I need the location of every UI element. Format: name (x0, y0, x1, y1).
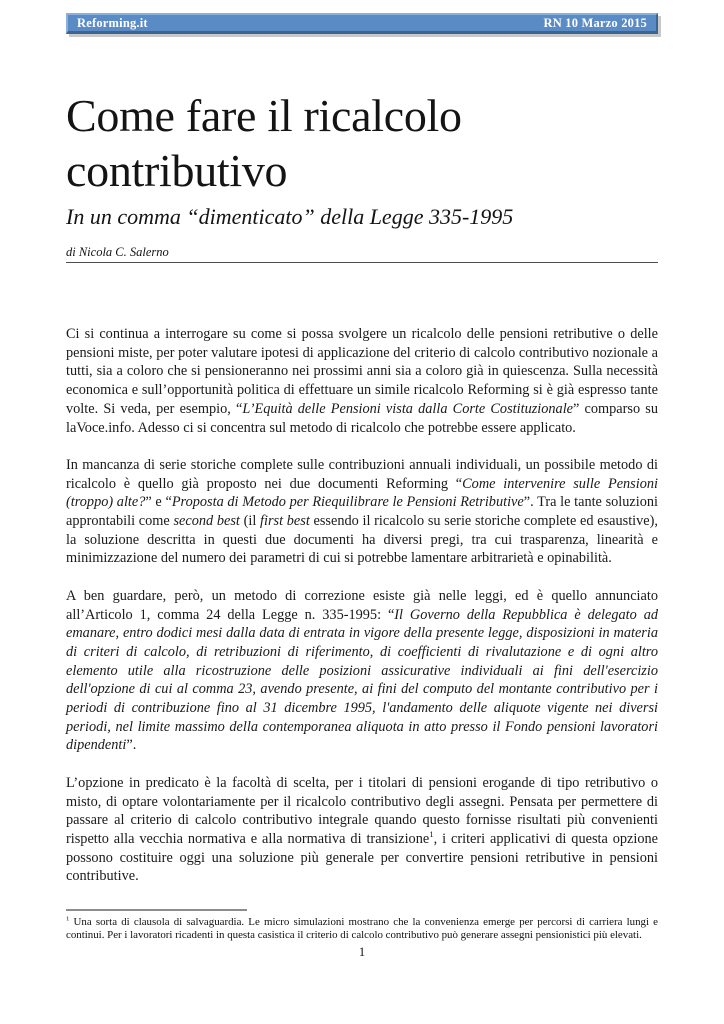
footnote-divider (66, 909, 247, 911)
page-number: 1 (358, 944, 366, 959)
header-issue-label: RN 10 Marzo 2015 (543, 15, 647, 30)
text-run: Ci si continua a interrogare su come si possa svolgere un ricalcolo delle pensioni retributive o delle pensioni miste, per poter valutare ipotesi di applicazione del criterio di calcolo contributivo nozionale a tutti, sia a coloro che si pensioneranno nei prossimi anni sia a coloro già in quiescenza. Sulla necessità economica e sull’opportunità politica di effettuare un simile ricalcolo Reforming si è già espresso tante volte. Si veda, per esempio, “ (66, 326, 658, 417)
text-run: (il (239, 513, 261, 530)
italic-run: L’Equità delle Pensioni vista dalla Corte Costituzionale (242, 400, 574, 417)
paragraph (66, 325, 658, 437)
italic-run: Il Governo della Repubblica è delegato ad emanare, entro dodici mesi dalla data di entrata in vigore della presente legge, disposizioni in materia di criteri di calcolo, di retribuzioni di riferimento, di coefficienti di rivalutazione e di ogni altro elemento utile alla ricostruzione delle posizioni assicurative individuali ai fini dell'esercizio dell'opzione di cui al comma 23, avendo presente, ai fini del computo del montante contributivo per i periodi di contribuzione fino al 31 dicembre 1995, l'andamento delle aliquote vigente nei diversi periodi, nel limite massimo della contemporanea aliquota in atto presso il Fondo pensioni lavoratori dipendenti (66, 606, 658, 754)
header-bar (66, 13, 658, 34)
text-run: L’opzione in predicato è la facoltà di scelta, per i titolari di pensioni erogande di tipo retributivo o misto, di optare volontariamente per il ricalcolo contributivo degli assegni. Pensata per permettere di passare al criterio di calcolo contributivo integrale quando questo fornisse risultati più convenienti rispetto alla vecchia normativa e alla normativa di transizione (66, 774, 658, 847)
byline-divider (66, 262, 658, 263)
text-run: Una sorta di clausola di salvaguardia. Le micro simulazioni mostrano che la convenienza emerge per percorsi di carriera lungi e continui. Per i lavoratori ricadenti in questa casistica il criterio di calcolo contributivo può generare assegni pensionistici più elevati. (66, 916, 658, 941)
footnote-text (66, 916, 658, 942)
text-run: essendo il ricalcolo su serie storiche complete ed esaustive), la soluzione descritta in questi due documenti ha diversi pregi, tra cui trasparenza, linearità e minimizzazione del numero dei parametri di cui si potrebbe lamentare arbitrarietà e opinabilità. (66, 513, 658, 567)
superscript-ref: 1 (429, 829, 434, 840)
paragraph (66, 456, 658, 568)
paragraph (66, 774, 658, 886)
byline: di Nicola C. Salerno (66, 245, 169, 259)
article-body (66, 325, 658, 905)
superscript-ref: 1 (66, 915, 70, 923)
italic-run: first best (260, 513, 310, 530)
page-subtitle: In un comma “dimenticato” della Legge 335-1995 (66, 204, 514, 229)
text-run: , i criteri applicativi di questa opzione possono costituire oggi una soluzione più generale per convertire pensioni retributive in pensioni contributive. (66, 830, 658, 885)
header-site-label: Reforming.it (77, 15, 148, 30)
text-run: ”. Tra le tante soluzioni approntabili come (66, 494, 659, 530)
text-run: ” e “ (145, 494, 172, 511)
page-title: Come fare il ricalcolo contributivo (66, 90, 462, 196)
text-run: ”. (126, 737, 137, 754)
italic-run: Come intervenire sulle Pensioni (troppo) alte? (66, 475, 658, 511)
text-run: In mancanza di serie storiche complete sulle contribuzioni annuali individuali, un possibile metodo di ricalcolo è quello già proposto nei due documenti Reforming “ (66, 456, 658, 492)
italic-run: Proposta di Metodo per Riequilibrare le Pensioni Retributive (171, 494, 524, 511)
footnote-block (66, 909, 658, 960)
text-run: ” comparso su laVoce.info. Adesso ci si concentra sul metodo di ricalcolo che potrebbe essere applicato. (66, 400, 658, 436)
italic-run: second best (173, 513, 240, 530)
paragraph (66, 587, 658, 755)
text-run: A ben guardare, però, un metodo di correzione esiste già nelle leggi, ed è quello annunciato all’Articolo 1, comma 24 della Legge n. 335-1995: “ (66, 587, 658, 623)
